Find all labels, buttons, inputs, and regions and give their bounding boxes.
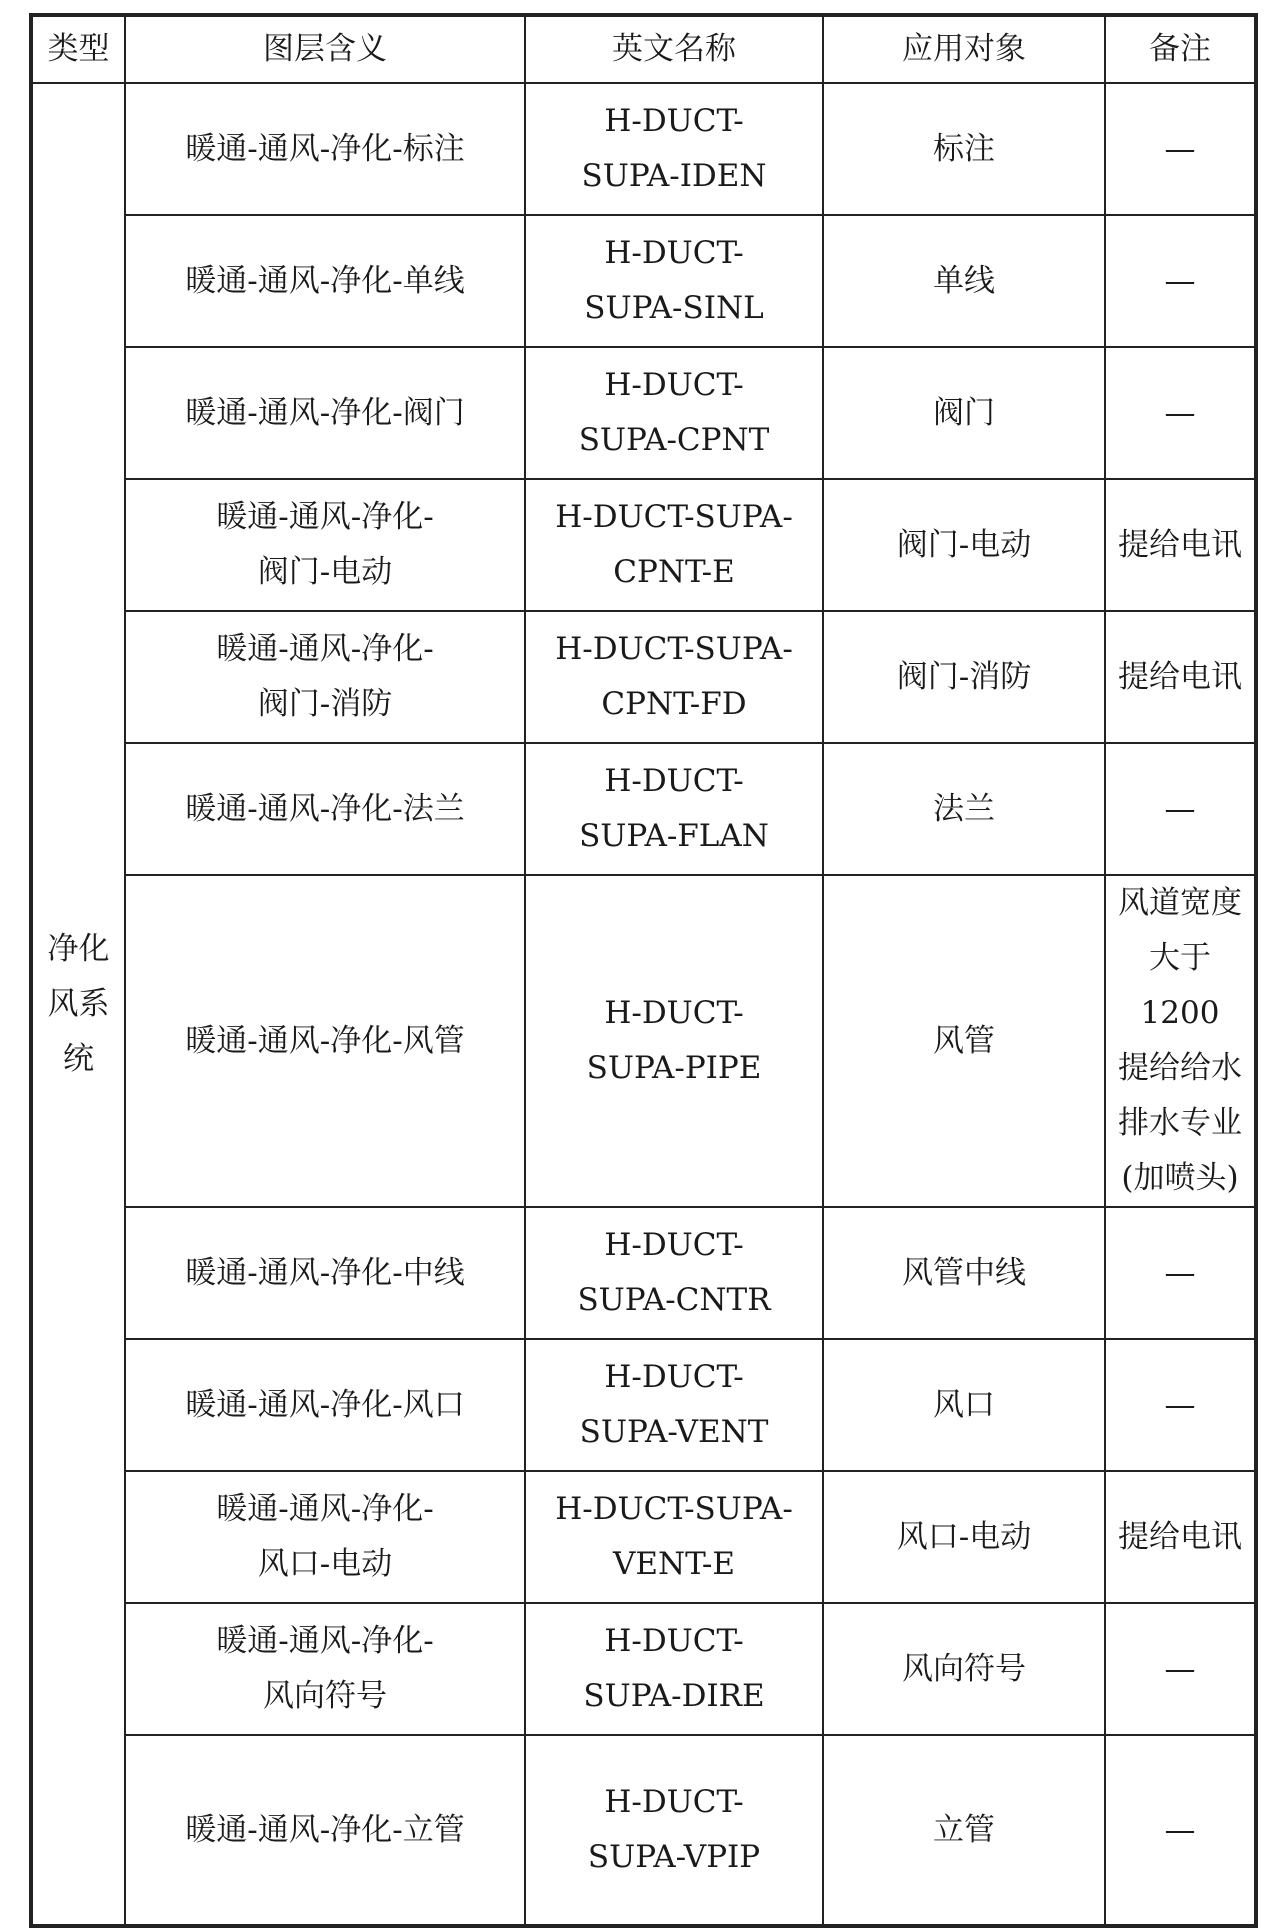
table-row bbox=[31, 1471, 1256, 1603]
meaning-cell bbox=[125, 1735, 525, 1926]
table-row bbox=[31, 83, 1256, 215]
meaning-cell bbox=[125, 611, 525, 743]
english-cell-line: SUPA-SINL bbox=[584, 290, 764, 326]
meaning-cell-line: 风向符号 bbox=[263, 1678, 387, 1714]
note-cell bbox=[1105, 479, 1256, 611]
table-row bbox=[31, 875, 1256, 1207]
meaning-cell-line: 阀门-电动 bbox=[257, 554, 393, 590]
header-meaning: 图层含义 bbox=[125, 15, 525, 83]
english-cell-line: SUPA-CNTR bbox=[577, 1282, 771, 1318]
type-line: 风系 bbox=[47, 985, 110, 1022]
english-cell-line: H-DUCT-SUPA- bbox=[555, 499, 793, 535]
english-cell bbox=[525, 743, 823, 875]
note-cell bbox=[1105, 875, 1256, 1207]
english-cell-line: H-DUCT-SUPA- bbox=[555, 631, 793, 667]
object-cell: 阀门 bbox=[823, 347, 1105, 479]
table-body bbox=[31, 83, 1256, 1926]
note-dash: — bbox=[1164, 130, 1196, 167]
english-cell-line: H-DUCT- bbox=[604, 995, 744, 1031]
meaning-cell bbox=[125, 215, 525, 347]
english-cell-line: SUPA-PIPE bbox=[586, 1050, 762, 1086]
object-cell: 风口-电动 bbox=[823, 1471, 1105, 1603]
english-cell-line: SUPA-CPNT bbox=[578, 422, 770, 458]
note-dash: — bbox=[1164, 1386, 1196, 1423]
meaning-cell bbox=[125, 743, 525, 875]
header-object: 应用对象 bbox=[823, 15, 1105, 83]
english-cell-line: SUPA-IDEN bbox=[581, 158, 767, 194]
table-row bbox=[31, 1603, 1256, 1735]
english-cell-line: H-DUCT- bbox=[604, 1784, 744, 1820]
english-cell bbox=[525, 215, 823, 347]
object-cell: 风管 bbox=[823, 875, 1105, 1207]
english-cell-line: H-DUCT- bbox=[604, 235, 744, 271]
english-cell-line: CPNT-FD bbox=[601, 686, 747, 722]
note-dash: — bbox=[1164, 1254, 1196, 1291]
meaning-cell-line: 阀门-消防 bbox=[257, 686, 393, 722]
note-dash: — bbox=[1164, 394, 1196, 431]
note-line: 风道宽度 bbox=[1118, 885, 1242, 921]
table-row bbox=[31, 743, 1256, 875]
type-line: 统 bbox=[63, 1040, 94, 1077]
note-line: (加喷头) bbox=[1121, 1160, 1239, 1196]
meaning-cell-line: 暖通-通风-净化-标注 bbox=[185, 130, 465, 167]
english-cell-line: SUPA-FLAN bbox=[579, 818, 769, 854]
meaning-cell-line: 暖通-通风-净化-阀门 bbox=[185, 394, 465, 431]
meaning-cell-line: 暖通-通风-净化-立管 bbox=[185, 1811, 465, 1848]
english-cell-line: VENT-E bbox=[613, 1546, 735, 1582]
english-cell-line: H-DUCT- bbox=[604, 1227, 744, 1263]
note-cell bbox=[1105, 215, 1256, 347]
note-cell bbox=[1105, 1735, 1256, 1926]
note-cell bbox=[1105, 1207, 1256, 1339]
header-note: 备注 bbox=[1105, 15, 1256, 83]
meaning-cell bbox=[125, 1471, 525, 1603]
english-cell bbox=[525, 1471, 823, 1603]
meaning-cell bbox=[125, 1339, 525, 1471]
meaning-cell bbox=[125, 347, 525, 479]
note-cell bbox=[1105, 743, 1256, 875]
meaning-cell bbox=[125, 1603, 525, 1735]
english-cell-line: SUPA-VPIP bbox=[587, 1839, 761, 1875]
english-cell bbox=[525, 611, 823, 743]
header-row bbox=[31, 15, 1256, 83]
meaning-cell-line: 暖通-通风-净化-风管 bbox=[185, 1022, 465, 1059]
english-cell-line: SUPA-DIRE bbox=[583, 1678, 765, 1714]
english-cell-line: H-DUCT- bbox=[604, 367, 744, 403]
type-cell bbox=[31, 83, 125, 1926]
english-cell bbox=[525, 1207, 823, 1339]
note-line: 提给给水 bbox=[1118, 1050, 1242, 1086]
note-line: 提给电讯 bbox=[1118, 526, 1242, 563]
object-cell: 风向符号 bbox=[823, 1603, 1105, 1735]
table-row bbox=[31, 347, 1256, 479]
table-row bbox=[31, 1339, 1256, 1471]
meaning-cell-line: 暖通-通风-净化-单线 bbox=[185, 262, 465, 299]
object-cell: 立管 bbox=[823, 1735, 1105, 1926]
layer-table bbox=[29, 13, 1258, 1928]
english-cell bbox=[525, 83, 823, 215]
meaning-cell-line: 暖通-通风-净化- bbox=[216, 499, 434, 535]
meaning-cell bbox=[125, 1207, 525, 1339]
note-line: 排水专业 bbox=[1118, 1105, 1242, 1141]
meaning-cell-line: 暖通-通风-净化-法兰 bbox=[185, 790, 465, 827]
meaning-cell-line: 暖通-通风-净化- bbox=[216, 631, 434, 667]
english-cell-line: H-DUCT-SUPA- bbox=[555, 1491, 793, 1527]
note-cell bbox=[1105, 1603, 1256, 1735]
english-cell-line: H-DUCT- bbox=[604, 103, 744, 139]
english-cell bbox=[525, 347, 823, 479]
meaning-cell-line: 暖通-通风-净化-风口 bbox=[185, 1386, 465, 1423]
table-header bbox=[31, 15, 1256, 83]
table-row bbox=[31, 1735, 1256, 1926]
english-cell bbox=[525, 479, 823, 611]
object-cell: 风口 bbox=[823, 1339, 1105, 1471]
object-cell: 风管中线 bbox=[823, 1207, 1105, 1339]
header-type: 类型 bbox=[31, 15, 125, 83]
english-cell-line: CPNT-E bbox=[613, 554, 735, 590]
english-cell bbox=[525, 1735, 823, 1926]
meaning-cell-line: 暖通-通风-净化-中线 bbox=[185, 1254, 465, 1291]
note-line: 提给电讯 bbox=[1118, 658, 1242, 695]
meaning-cell bbox=[125, 875, 525, 1207]
note-cell bbox=[1105, 347, 1256, 479]
note-dash: — bbox=[1164, 790, 1196, 827]
object-cell: 阀门-电动 bbox=[823, 479, 1105, 611]
object-cell: 标注 bbox=[823, 83, 1105, 215]
meaning-cell bbox=[125, 83, 525, 215]
type-line: 净化 bbox=[47, 930, 110, 967]
note-cell bbox=[1105, 1471, 1256, 1603]
meaning-cell bbox=[125, 479, 525, 611]
meaning-cell-line: 暖通-通风-净化- bbox=[216, 1491, 434, 1527]
object-cell: 法兰 bbox=[823, 743, 1105, 875]
table-row bbox=[31, 215, 1256, 347]
english-cell bbox=[525, 875, 823, 1207]
note-dash: — bbox=[1164, 1650, 1196, 1687]
note-dash: — bbox=[1164, 1811, 1196, 1848]
table-row bbox=[31, 1207, 1256, 1339]
note-line: 提给电讯 bbox=[1118, 1518, 1242, 1555]
english-cell-line: SUPA-VENT bbox=[579, 1414, 769, 1450]
english-cell bbox=[525, 1339, 823, 1471]
object-cell: 阀门-消防 bbox=[823, 611, 1105, 743]
header-english: 英文名称 bbox=[525, 15, 823, 83]
meaning-cell-line: 暖通-通风-净化- bbox=[216, 1623, 434, 1659]
english-cell-line: H-DUCT- bbox=[604, 1359, 744, 1395]
object-cell: 单线 bbox=[823, 215, 1105, 347]
english-cell-line: H-DUCT- bbox=[604, 763, 744, 799]
english-cell-line: H-DUCT- bbox=[604, 1623, 744, 1659]
note-cell bbox=[1105, 611, 1256, 743]
english-cell bbox=[525, 1603, 823, 1735]
note-line: 大于 1200 bbox=[1140, 940, 1220, 1031]
table-row bbox=[31, 611, 1256, 743]
note-dash: — bbox=[1164, 262, 1196, 299]
meaning-cell-line: 风口-电动 bbox=[257, 1546, 393, 1582]
table-row bbox=[31, 479, 1256, 611]
note-cell bbox=[1105, 1339, 1256, 1471]
note-cell bbox=[1105, 83, 1256, 215]
